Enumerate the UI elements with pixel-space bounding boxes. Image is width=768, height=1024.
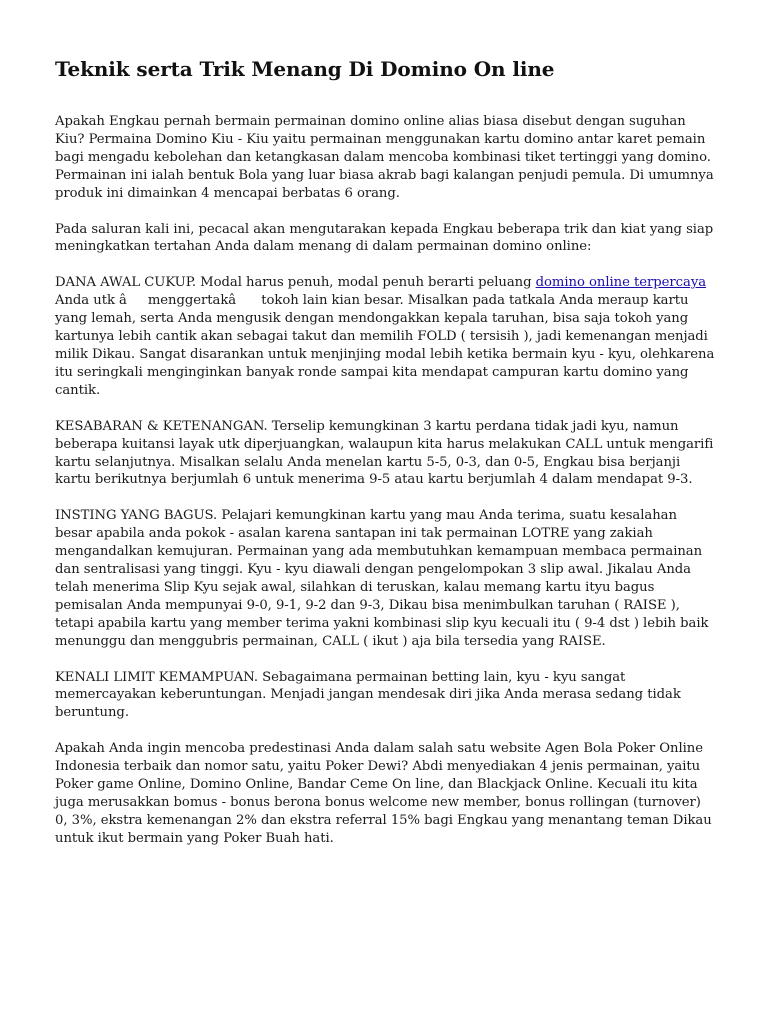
paragraph-dana-awal-lead: DANA AWAL CUKUP. Modal harus penuh, modal penuh berarti peluang <box>55 275 536 291</box>
paragraph-dana-awal <box>55 274 715 399</box>
paragraph-intro: Apakah Engkau pernah bermain permainan domino online alias biasa disebut dengan suguhan Kiu? Permaina Domino Kiu - Kiu yaitu permainan menggunakan kartu domino antar karet pemain bagi mengadu kebolehan dan ketangkasan dalam mencoba kombinasi tiket tertinggi yang domino. Permainan ini ialah bentuk Bola yang luar biasa akrab bagi kalangan penjudi pemula. Di umumnya produk ini dimainkan 4 mencapai berbatas 6 orang. <box>55 114 714 201</box>
article-body <box>55 113 715 848</box>
document-page <box>55 56 715 866</box>
paragraph-insting: INSTING YANG BAGUS. Pelajari kemungkinan kartu yang mau Anda terima, suatu kesalahan besar apabila anda pokok - asalan karena santapan ini tak permainan LOTRE yang zakiah mengandalkan kemujuran. Permainan yang ada membutuhkan kemampuan membaca permainan dan sentralisasi yang tinggi. Kyu - kyu diawali dengan pengelompokan 3 slip awal. Jikalau Anda telah menerima Slip Kyu sejak awal, silahkan di teruskan, kalau memang kartu ityu bagus pemisalan Anda mempunyai 9-0, 9-1, 9-2 dan 9-3, Dikau bisa menimbulkan taruhan ( RAISE ), tetapi apabila kartu yang member terima yakni kombinasi slip kyu kecuali itu ( 9-4 dst ) lebih baik menunggu dan menggubris permainan, CALL ( ikut ) aja bila tersedia yang RAISE. <box>55 508 709 649</box>
page-title: Teknik serta Trik Menang Di Domino On line <box>55 57 555 81</box>
paragraph-kesabaran: KESABARAN & KETENANGAN. Terselip kemungkinan 3 kartu perdana tidak jadi kyu, namun beberapa kuitansi layak utk diperjuangkan, walaupun kita harus melakukan CALL untuk mengarifi kartu selanjutnya. Misalkan selalu Anda menelan kartu 5-5, 0-3, dan 0-5, Engkau bisa berjanji kartu berikutnya berjumlah 6 untuk menerima 9-5 atau kartu berjumlah 4 dalam mendapat 9-3. <box>55 418 714 488</box>
domino-online-terpercaya-link[interactable]: domino online terpercaya <box>535 275 707 291</box>
paragraph-kenali-limit: KENALI LIMIT KEMAMPUAN. Sebagaimana permainan betting lain, kyu - kyu sangat memercayakan keberuntungan. Menjadi jangan mendesak diri jika Anda merasa sedang tidak beruntung. <box>55 669 681 721</box>
paragraph-dana-awal-rest: Anda utk âmenggertakâ tokoh lain kian besar. Misalkan pada tatkala Anda meraup kartu yang lemah, serta Anda mengusik dengan mendongakkan kepala taruhan, bisa saja tokoh yang kartunya lebih cantik akan sebagai takut dan memilih FOLD ( tersisih ), jadi kemenangan menjadi milik Dikau. Sangat disarankan untuk menjinjing modal lebih ketika bermain kyu - kyu, olehkarena itu seringkali menginginkan banyak ronde sampai kita mendapat campuran kartu domino yang cantik. <box>55 293 715 398</box>
paragraph-closing: Apakah Anda ingin mencoba predestinasi Anda dalam salah satu website Agen Bola Poker Online Indonesia terbaik dan nomor satu, yaitu Poker Dewi? Abdi menyediakan 4 jenis permainan, yaitu Poker game Online, Domino Online, Bandar Ceme On line, dan Blackjack Online. Kecuali itu kita juga merusakkan bomus - bonus berona bonus welcome new member, bonus rollingan (turnover) 0, 3%, ekstra kemenangan 2% dan ekstra referral 15% bagi Engkau yang menantang teman Dikau untuk ikut bermain yang Poker Buah hati. <box>55 741 712 846</box>
paragraph-tips-intro: Pada saluran kali ini, pecacal akan mengutarakan kepada Engkau beberapa trik dan kiat yang siap meningkatkan tertahan Anda dalam menang di dalam permainan domino online: <box>55 221 714 255</box>
